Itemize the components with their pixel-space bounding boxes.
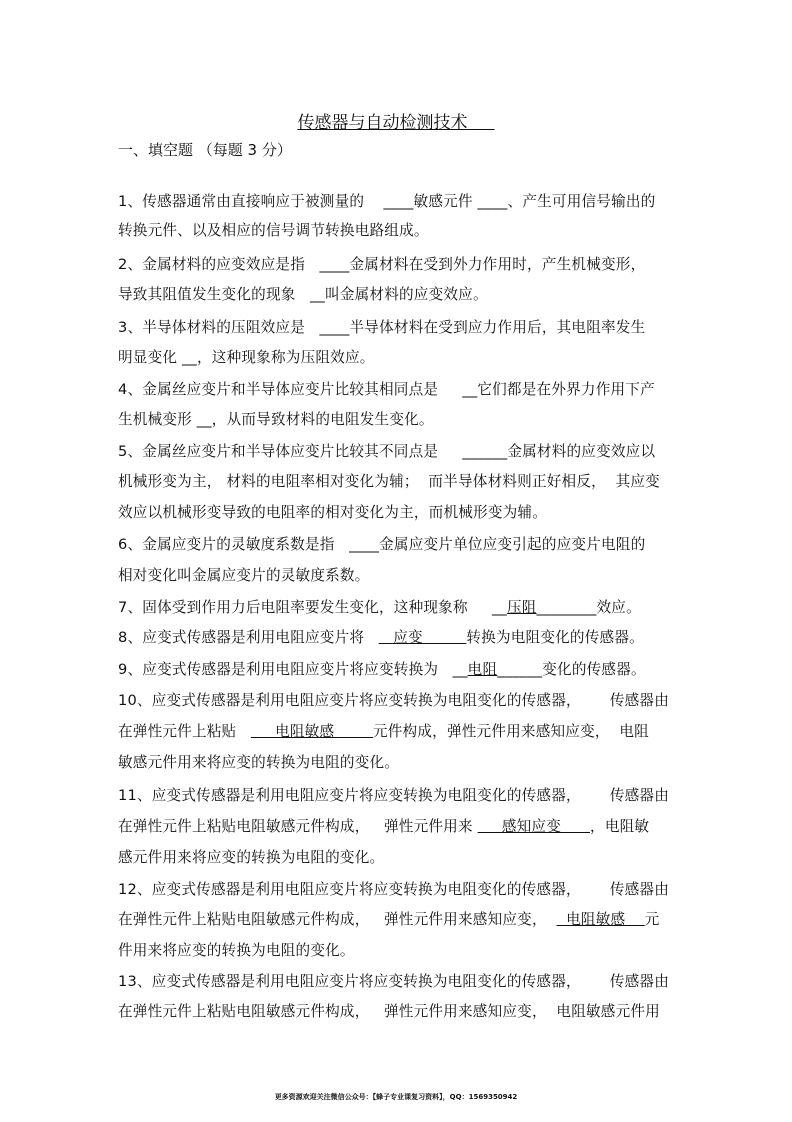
question-text: 在弹性元件上粘贴 xyxy=(118,723,251,740)
question-text: ，电阻敏 xyxy=(590,818,650,835)
question-3-line xyxy=(118,346,375,367)
question-text: 感元件用来将应变的转换为电阻的变化。 xyxy=(118,849,385,866)
question-10-line xyxy=(118,751,399,772)
answer-blank: 应变 xyxy=(378,629,467,646)
question-text: 转换元件、以及相应的信号调节转换电路组成。 xyxy=(118,222,429,239)
answer-blank: 电阻敏感 xyxy=(556,911,645,928)
footer-note: 更多资源欢迎关注微信公众号：【蜂子专业课复习资料】，QQ：1569350942 xyxy=(274,1093,518,1101)
question-text: ______变化的传感器。 xyxy=(497,661,646,678)
question-text: 转换为电阻变化的传感器。 xyxy=(466,629,644,646)
answer-blank: 电阻敏感 xyxy=(250,723,373,740)
question-5-line xyxy=(118,470,660,491)
question-13-line xyxy=(118,970,669,991)
question-text: ________效应。 xyxy=(536,599,641,616)
question-6-line xyxy=(118,533,645,554)
question-text: 生机械变形 __，从而导致材料的电阻发生变化。 xyxy=(118,411,434,428)
section-heading: 一、填空题 （每题 3 分） xyxy=(118,141,292,159)
question-text: 元 xyxy=(644,911,660,928)
question-13-line xyxy=(118,1000,660,1021)
question-text: 10、应变式传感器是利用电阻应变片将应变转换为电阻变化的传感器， 传感器由 xyxy=(118,692,669,709)
question-9-line xyxy=(118,658,646,679)
answer-blank: 感知应变 xyxy=(477,818,591,835)
question-text: 7、固体受到作用力后电阻率要发生变化，这种现象称 __ xyxy=(118,599,507,616)
question-text: 9、应变式传感器是利用电阻应变片将应变转换为 __ xyxy=(118,661,468,678)
question-text: 在弹性元件上粘贴电阻敏感元件构成， 弹性元件用来 xyxy=(118,818,478,835)
question-text: 8、应变式传感器是利用电阻应变片将 xyxy=(118,629,379,646)
question-text: 5、金属丝应变片和半导体应变片比较其不同点是 ______金属材料的应变效应以 xyxy=(118,443,656,460)
question-text: 4、金属丝应变片和半导体应变片比较其相同点是 __它们都是在外界力作用下产 xyxy=(118,381,655,398)
question-1-line xyxy=(118,190,655,211)
question-text: 明显变化 __，这种现象称为压阻效应。 xyxy=(118,349,375,366)
question-text: 机械形变为主， 材料的电阻率相对变化为辅； 而半导体材料则正好相反， 其应变 xyxy=(118,473,660,490)
question-10-line xyxy=(118,689,669,710)
question-text: 在弹性元件上粘贴电阻敏感元件构成， 弹性元件用来感知应变， 电阻敏感元件用 xyxy=(118,1003,660,1020)
question-7-line xyxy=(118,596,641,617)
question-4-line xyxy=(118,408,434,429)
document-title: 传感器与自动检测技术 xyxy=(297,113,495,133)
question-4-line xyxy=(118,378,655,399)
question-text: 件用来将应变的转换为电阻的变化。 xyxy=(118,942,355,959)
answer-blank: 压阻 xyxy=(506,599,537,616)
question-text: 相对变化叫金属应变片的灵敏度系数。 xyxy=(118,567,370,584)
question-12-line xyxy=(118,908,659,929)
question-1-line xyxy=(118,219,429,240)
question-5-line xyxy=(118,440,655,461)
question-text: 敏感元件用来将应变的转换为电阻的变化。 xyxy=(118,754,400,771)
question-5-line xyxy=(118,501,547,522)
question-8-line xyxy=(118,626,644,647)
question-text: 在弹性元件上粘贴电阻敏感元件构成， 弹性元件用来感知应变， xyxy=(118,911,557,928)
question-text: 元件构成，弹性元件用来感知应变， 电阻 xyxy=(372,723,649,740)
question-text: 1、传感器通常由直接响应于被测量的 ____敏感元件 ____、产生可用信号输出的 xyxy=(118,193,656,210)
question-11-line xyxy=(118,846,384,867)
question-text: 12、应变式传感器是利用电阻应变片将应变转换为电阻变化的传感器， 传感器由 xyxy=(118,881,669,898)
question-text: 导致其阻值发生变化的现象 __叫金属材料的应变效应。 xyxy=(118,286,488,303)
question-10-line xyxy=(118,720,649,741)
question-text: 效应以机械形变导致的电阻率的相对变化为主，而机械形变为辅。 xyxy=(118,504,548,521)
question-text: 11、应变式传感器是利用电阻应变片将应变转换为电阻变化的传感器， 传感器由 xyxy=(118,787,669,804)
question-2-line xyxy=(118,253,645,274)
question-3-line xyxy=(118,316,645,337)
question-text: 3、半导体材料的压阻效应是 ____半导体材料在受到应力作用后，其电阻率发生 xyxy=(118,319,646,336)
answer-blank: 电阻 xyxy=(467,661,498,678)
question-text: 13、应变式传感器是利用电阻应变片将应变转换为电阻变化的传感器， 传感器由 xyxy=(118,973,669,990)
question-6-line xyxy=(118,564,370,585)
question-text: 6、金属应变片的灵敏度系数是指 ____金属应变片单位应变引起的应变片电阻的 xyxy=(118,536,646,553)
question-12-line xyxy=(118,878,669,899)
question-12-line xyxy=(118,939,355,960)
question-2-line xyxy=(118,283,488,304)
question-text: 2、金属材料的应变效应是指 ____金属材料在受到外力作用时，产生机械变形， xyxy=(118,256,646,273)
question-11-line xyxy=(118,784,669,805)
question-11-line xyxy=(118,815,649,836)
